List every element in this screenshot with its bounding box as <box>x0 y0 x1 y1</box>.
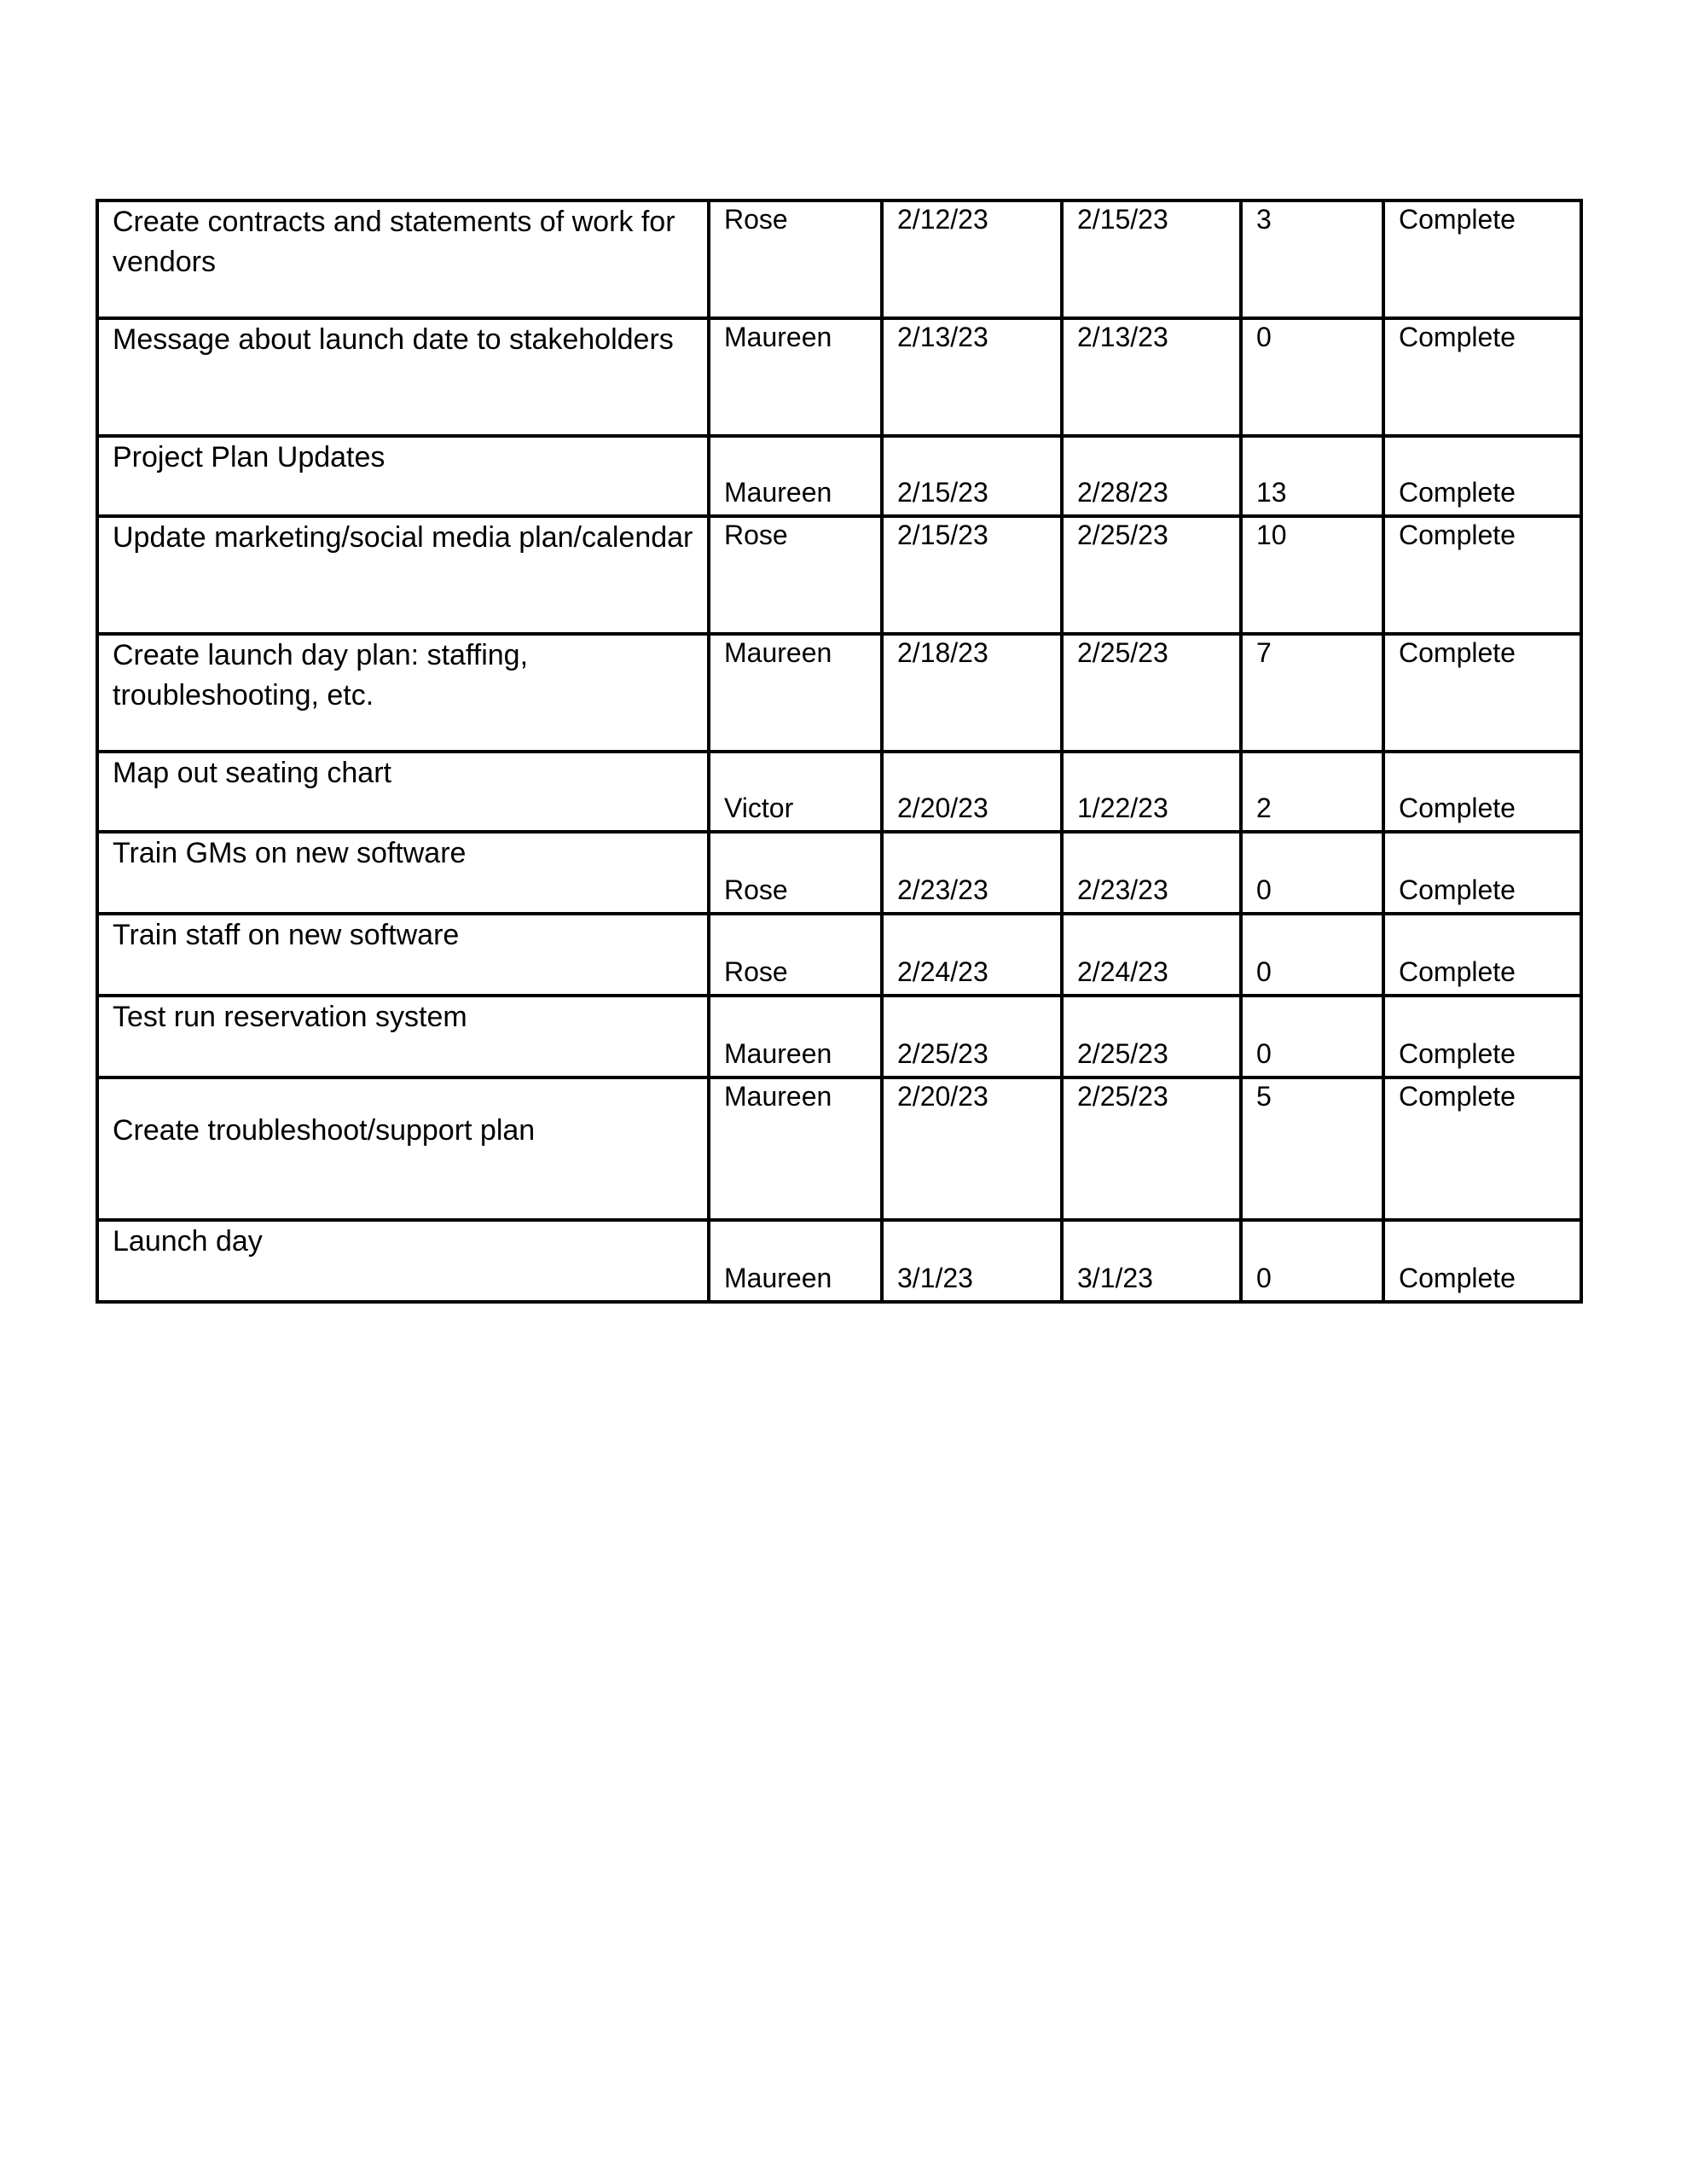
start-date-cell: 2/15/23 <box>882 436 1062 516</box>
status-cell: Complete <box>1383 996 1581 1077</box>
owner-cell: Maureen <box>709 634 882 752</box>
end-date-cell: 2/25/23 <box>1062 1077 1241 1220</box>
start-date-cell: 2/24/23 <box>882 914 1062 996</box>
duration-cell: 0 <box>1241 832 1383 914</box>
duration-cell: 7 <box>1241 634 1383 752</box>
duration-cell: 3 <box>1241 200 1383 318</box>
end-date-cell: 2/25/23 <box>1062 996 1241 1077</box>
owner-cell: Rose <box>709 200 882 318</box>
table-row <box>97 1077 1581 1220</box>
start-date-cell: 2/15/23 <box>882 516 1062 634</box>
duration-cell: 13 <box>1241 436 1383 516</box>
owner-cell: Maureen <box>709 1220 882 1302</box>
task-name-cell: Test run reservation system <box>97 996 709 1077</box>
duration-cell: 0 <box>1241 914 1383 996</box>
status-cell: Complete <box>1383 832 1581 914</box>
owner-cell: Maureen <box>709 1077 882 1220</box>
start-date-cell: 3/1/23 <box>882 1220 1062 1302</box>
end-date-cell: 2/25/23 <box>1062 516 1241 634</box>
status-cell: Complete <box>1383 1220 1581 1302</box>
end-date-cell: 2/24/23 <box>1062 914 1241 996</box>
status-cell: Complete <box>1383 634 1581 752</box>
table-row <box>97 752 1581 832</box>
status-cell: Complete <box>1383 752 1581 832</box>
table-row <box>97 516 1581 634</box>
end-date-cell: 2/25/23 <box>1062 634 1241 752</box>
start-date-cell: 2/20/23 <box>882 752 1062 832</box>
table-row <box>97 436 1581 516</box>
table-row <box>97 832 1581 914</box>
status-cell: Complete <box>1383 200 1581 318</box>
task-name-cell: Update marketing/social media plan/calendar <box>97 516 709 634</box>
duration-cell: 0 <box>1241 1220 1383 1302</box>
owner-cell: Maureen <box>709 318 882 436</box>
owner-cell: Rose <box>709 914 882 996</box>
status-cell: Complete <box>1383 318 1581 436</box>
duration-cell: 5 <box>1241 1077 1383 1220</box>
end-date-cell: 2/28/23 <box>1062 436 1241 516</box>
status-cell: Complete <box>1383 436 1581 516</box>
task-name-cell: Train staff on new software <box>97 914 709 996</box>
duration-cell: 10 <box>1241 516 1383 634</box>
table-row <box>97 318 1581 436</box>
table-row <box>97 634 1581 752</box>
end-date-cell: 2/15/23 <box>1062 200 1241 318</box>
start-date-cell: 2/23/23 <box>882 832 1062 914</box>
owner-cell: Maureen <box>709 996 882 1077</box>
end-date-cell: 1/22/23 <box>1062 752 1241 832</box>
task-name-cell: Project Plan Updates <box>97 436 709 516</box>
task-name-cell: Create launch day plan: staffing, troubleshooting, etc. <box>97 634 709 752</box>
end-date-cell: 2/23/23 <box>1062 832 1241 914</box>
duration-cell: 0 <box>1241 318 1383 436</box>
start-date-cell: 2/12/23 <box>882 200 1062 318</box>
task-name-cell: Train GMs on new software <box>97 832 709 914</box>
task-name-cell: Create contracts and statements of work for vendors <box>97 200 709 318</box>
owner-cell: Rose <box>709 516 882 634</box>
owner-cell: Victor <box>709 752 882 832</box>
duration-cell: 0 <box>1241 996 1383 1077</box>
task-name-cell: Map out seating chart <box>97 752 709 832</box>
end-date-cell: 3/1/23 <box>1062 1220 1241 1302</box>
owner-cell: Maureen <box>709 436 882 516</box>
status-cell: Complete <box>1383 516 1581 634</box>
task-name-cell: Launch day <box>97 1220 709 1302</box>
duration-cell: 2 <box>1241 752 1383 832</box>
table-row <box>97 200 1581 318</box>
start-date-cell: 2/18/23 <box>882 634 1062 752</box>
status-cell: Complete <box>1383 1077 1581 1220</box>
task-name-cell: Message about launch date to stakeholders <box>97 318 709 436</box>
status-cell: Complete <box>1383 914 1581 996</box>
table-row <box>97 996 1581 1077</box>
start-date-cell: 2/13/23 <box>882 318 1062 436</box>
task-name-cell: Create troubleshoot/support plan <box>97 1077 709 1220</box>
task-table <box>96 199 1583 1304</box>
table-row <box>97 914 1581 996</box>
start-date-cell: 2/20/23 <box>882 1077 1062 1220</box>
owner-cell: Rose <box>709 832 882 914</box>
end-date-cell: 2/13/23 <box>1062 318 1241 436</box>
start-date-cell: 2/25/23 <box>882 996 1062 1077</box>
table-row <box>97 1220 1581 1302</box>
